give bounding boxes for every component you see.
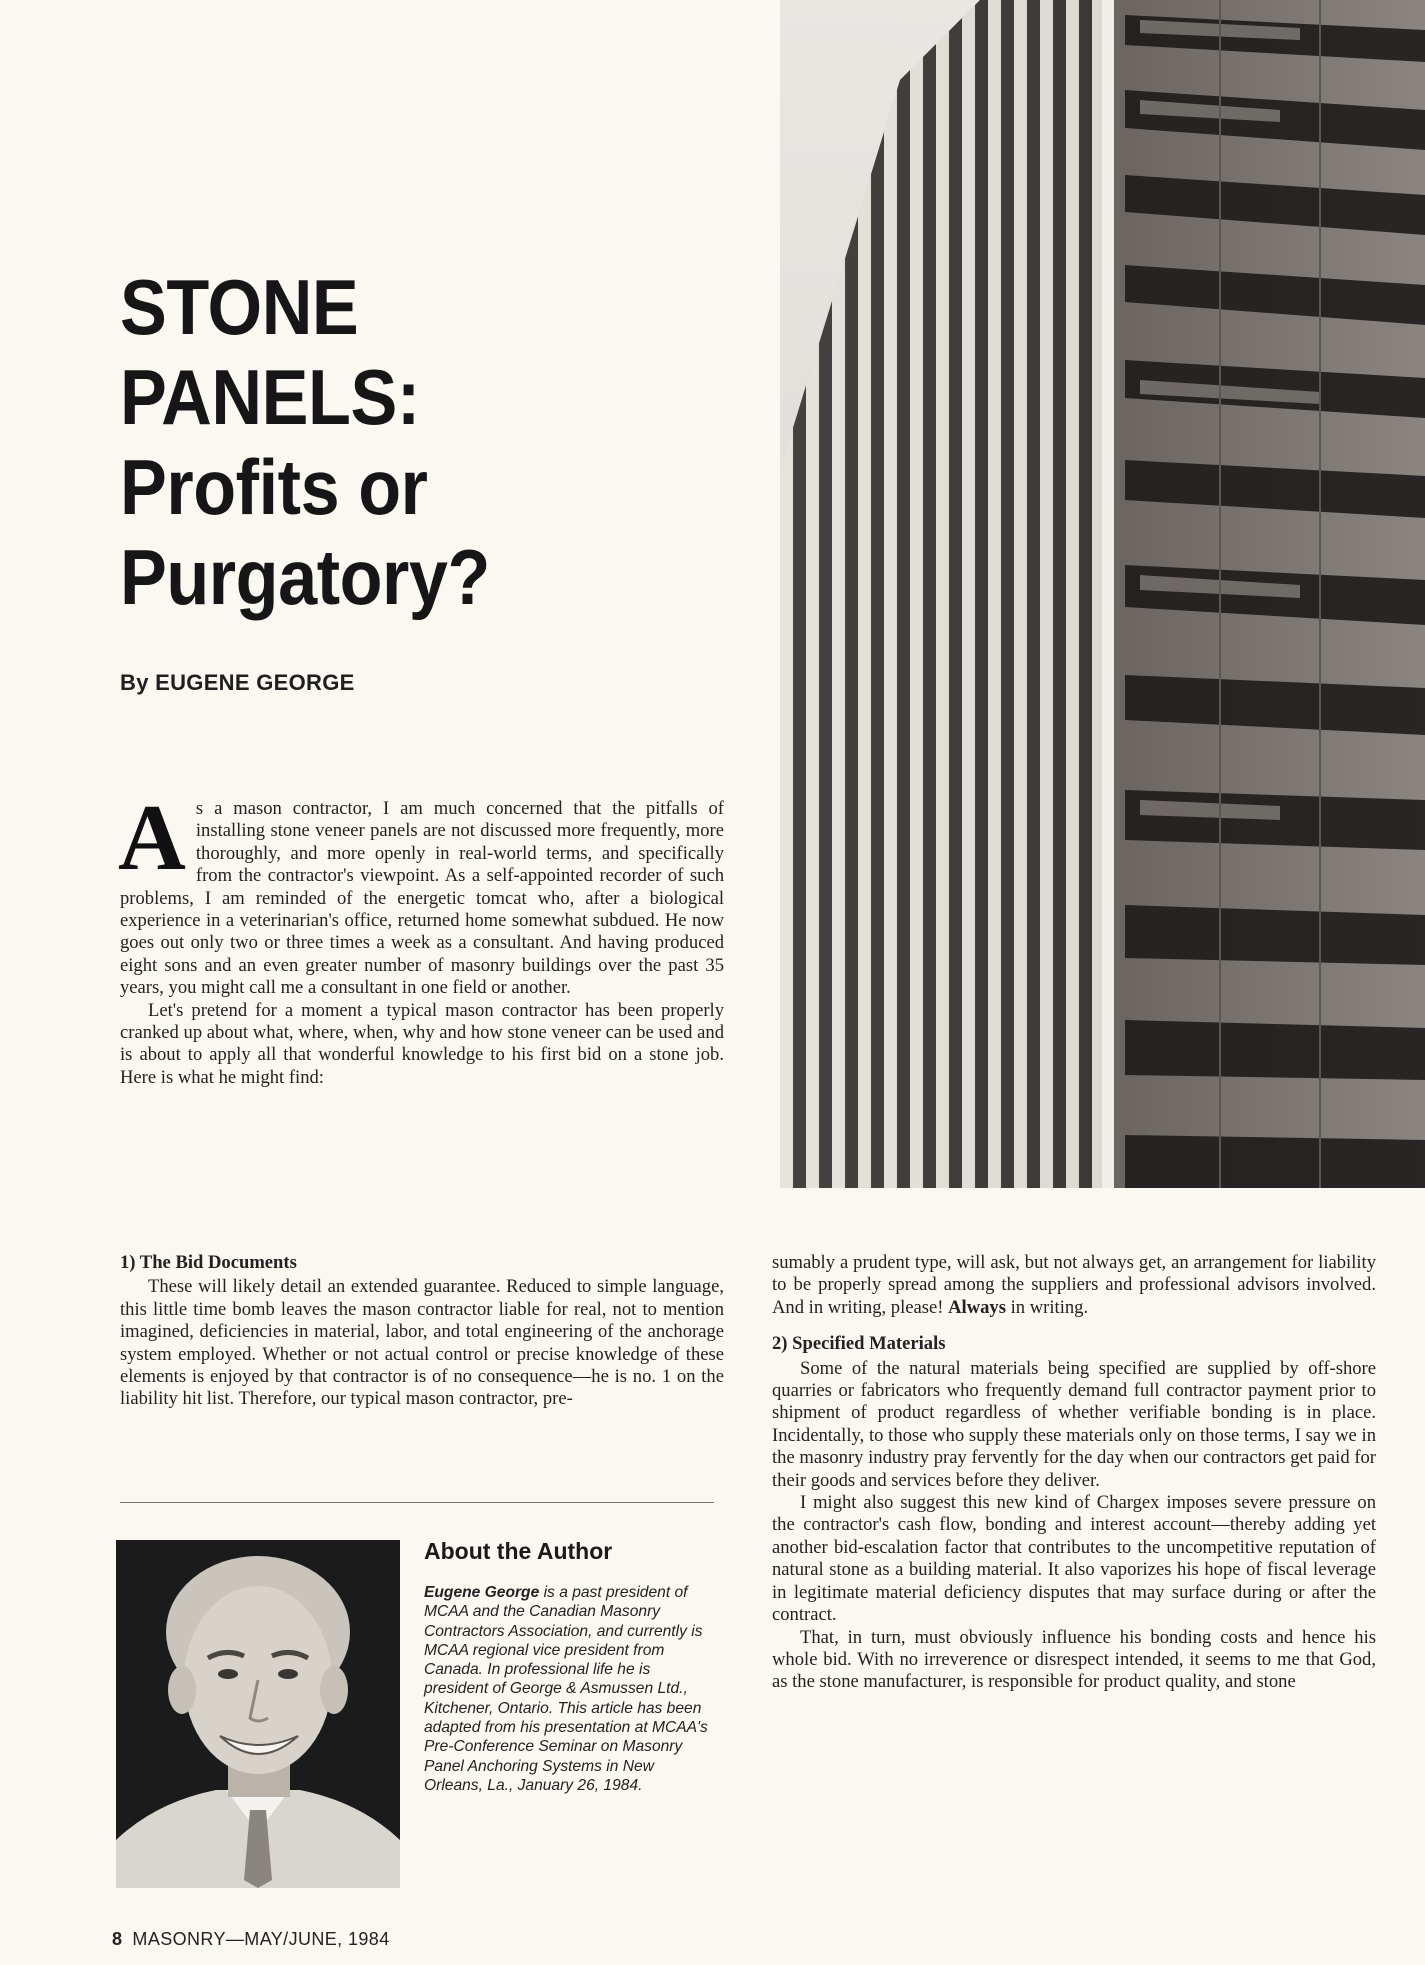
section-2-heading: 2) Specified Materials (772, 1333, 946, 1355)
building-photo (780, 0, 1425, 1188)
title-line-3: Profits or (120, 443, 428, 531)
publication-info: MASONRY—MAY/JUNE, 1984 (132, 1929, 390, 1949)
about-author-heading: About the Author (424, 1538, 613, 1564)
title-line-1: STONE (120, 263, 359, 351)
title-line-4: Purgatory? (120, 533, 490, 621)
title-line-2: PANELS: (120, 353, 420, 441)
continued-paragraph: sumably a prudent type, will ask, but not always get, an arrangement for liability to be properly spread among the suppliers and professional advisors involved. And in writing, please! Always in writing. (772, 1252, 1376, 1318)
section-2-paragraph-2: I might also suggest this new kind of Chargex imposes severe pressure on the contractor's cash flow, bonding and interest account—thereby adding yet another bid-escalation factor that contributes to the uncompetitive reputation of natural stone as a building material. It also vaporizes his hope of fiscal leverage in legitimate material deficiency disputes that may surface during or after the contract. (772, 1492, 1376, 1626)
section-2-paragraph-3: That, in turn, must obviously influence his bonding costs and hence his whole bid. With no irreverence or disrespect intended, it seems to me that God, as the stone manufacturer, is responsible for product quality, and stone (772, 1626, 1376, 1693)
author-name: Eugene George (424, 1584, 540, 1601)
page-number: 8 (112, 1929, 123, 1949)
intro-paragraph: As a mason contractor, I am much concerned that the pitfalls of installing stone veneer panels are not discussed more frequently, more thoroughly, and more openly in real-world terms, and specifically from the contractor's viewpoint. As a self-appointed recorder of such problems, I am reminded of the energetic tomcat who, after a biological experience in a veterinarian's office, returned home somewhat subdued. He now goes out only two or three times a week as a consultant. And having produced eight sons and an even greater number of masonry buildings over the past 35 years, you might call me a consultant in one field or another. (118, 786, 724, 999)
right-column (772, 1252, 1376, 1694)
section-1-paragraph: These will likely detail an extended guarantee. Reduced to simple language, this little time bomb leaves the mason contractor liable for real, not to mention imagined, deficiencies in material, labor, and total engineering of the anchorage system employed. Whether or not actual control or precise knowledge of these elements is enjoyed by that contractor is of no consequence—he is no. 1 on the liability hit list. Therefore, our typical mason contractor, pre- (120, 1276, 724, 1410)
page-footer (112, 1929, 390, 1950)
intro-column (118, 786, 724, 1089)
author-portrait (116, 1540, 400, 1888)
emphasis-always: Always (948, 1296, 1006, 1318)
about-author-bio: Eugene George is a past president of MCAA and the Canadian Masonry Contractors Association, and currently is MCAA regional vice president from Canada. In professional life he is president of George & Asmussen Ltd., Kitchener, Ontario. This article has been adapted from his presentation at MCAA's Pre-Conference Seminar on Masonry Panel Anchoring Systems in New Orleans, La., January 26, 1984. (424, 1584, 708, 1794)
section-1-heading: 1) The Bid Documents (120, 1252, 297, 1273)
divider-rule (120, 1502, 714, 1503)
byline: By EUGENE GEORGE (120, 670, 355, 695)
paragraph-2: Let's pretend for a moment a typical mason contractor has been properly cranked up about what, where, when, why and how stone veneer can be used and is about to apply all that wonderful knowledge to his first bid on a stone job. Here is what he might find: (120, 999, 724, 1088)
section-1-column (120, 1242, 724, 1411)
drop-cap: A (118, 786, 186, 890)
article-title (120, 262, 696, 622)
section-2-paragraph-1: Some of the natural materials being specified are supplied by off-shore quarries or fabricators who frequently demand full contractor payment prior to shipment of product regardless of whether verifiable bonding is in place. Incidentally, to those who supply these materials only on those terms, I say we in the masonry industry pray fervently for the day when our contractors get paid for their goods and services before they deliver. (772, 1357, 1376, 1491)
